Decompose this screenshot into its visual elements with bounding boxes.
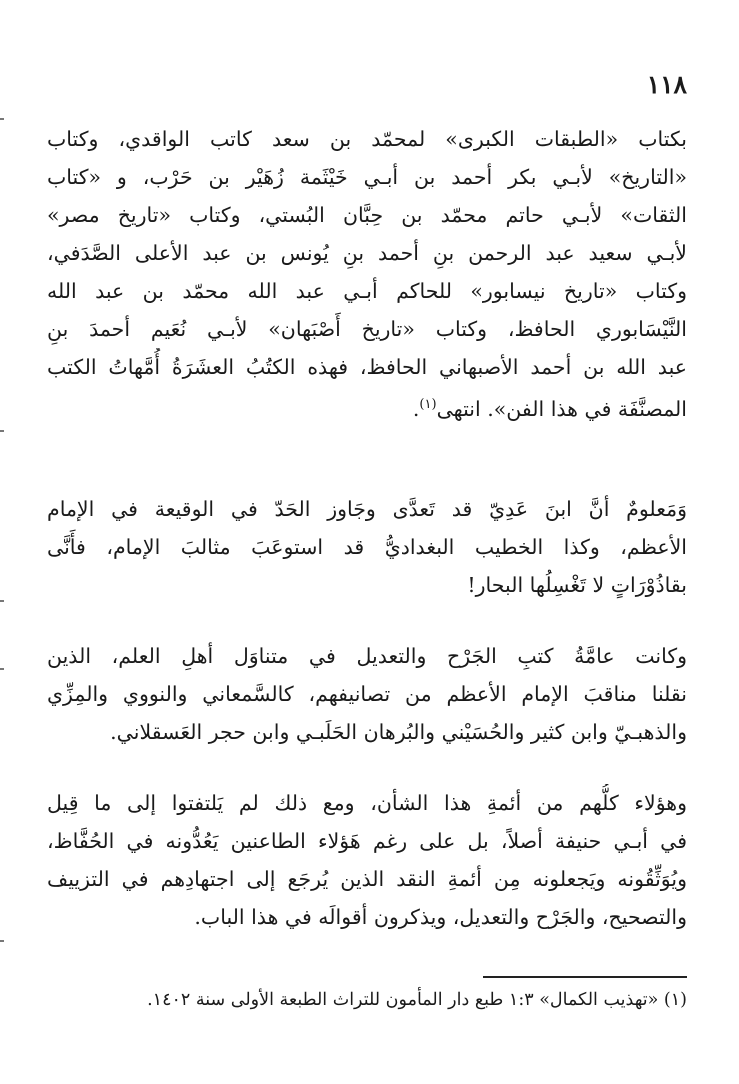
text-line-content: المصنَّفَة في هذا الفن». انتهى xyxy=(436,396,687,421)
margin-mark xyxy=(0,430,4,432)
paragraph-2 xyxy=(47,490,687,604)
footnote-divider xyxy=(483,976,687,978)
text-line: وَمَعلومٌ أنَّ ابنَ عَدِيّ قد تَعدَّى وجَاوز الحَدّ في الوقيعة في الإمام xyxy=(47,497,687,521)
text-line: الثقات» لأبـي حاتم محمّد بن حِبَّان البُستي، وكتاب «تاريخ مصر» xyxy=(47,203,687,227)
text-line: وكانت عامَّةُ كتبِ الجَرْح والتعديل في متناوَل أهلِ العلم، الذين xyxy=(47,644,687,668)
text-line: بكتاب «الطبقات الكبرى» لمحمّد بن سعد كاتب الواقدي، وكتاب xyxy=(47,127,687,151)
text-line: ويُوَثِّقُونه ويَجعلونه مِن أئمةِ النقد الذين يُرجَع إلى اجتهادِهم في التزييف xyxy=(47,867,687,891)
text-line: وكتاب «تاريخ نيسابور» للحاكم أبـي عبد الله محمّد بن عبد الله xyxy=(47,279,687,303)
paragraph-3 xyxy=(47,637,687,751)
period: . xyxy=(412,396,420,421)
text-line-with-footnote xyxy=(47,386,687,424)
text-line: عبد الله بن أحمد الأصبهاني الحافظ، فهذه الكتُبُ العشَرَةُ أُمَّهاتُ الكتب xyxy=(47,355,687,379)
paragraph-1 xyxy=(47,120,687,424)
text-line: الأعظم، وكذا الخطيب البغداديُّ قد استوعَبَ مثالبَ الإمام، فأَنَّى xyxy=(47,535,687,559)
text-line: بقاذُوْرَاتٍ لا تَغْسِلُها البحار! xyxy=(467,573,687,597)
text-line: «التاريخ» لأبـي بكر أحمد بن أبـي خَيْثَمة زُهَيْر بن حَرْب، و «كتاب xyxy=(47,165,687,189)
text-line: والذهبـيّ وابن كثير والحُسَيْني والبُرهان الحَلَبـي وابن حجر العَسقلاني. xyxy=(110,720,687,744)
margin-mark xyxy=(0,600,4,602)
margin-mark xyxy=(0,118,4,120)
text-line: لأبـي سعيد عبد الرحمن بنِ أحمد بنِ يُونس بن عبد الأعلى الصَّدَفي، xyxy=(47,241,687,265)
text-line: نقلنا مناقبَ الإمام الأعظم من تصانيفهم، كالسَّمعاني والنووي والمِزِّي xyxy=(47,682,687,706)
text-line: النَّيْسَابوري الحافظ، وكتاب «تاريخ أَصْبَهان» لأبـي نُعَيم أحمدَ بنِ xyxy=(47,317,687,341)
text-line: والتصحيح، والجَرْح والتعديل، ويذكرون أقوالَه في هذا الباب. xyxy=(194,905,687,929)
text-line: وهؤلاء كلُّهم من أئمةِ هذا الشأن، ومع ذلك لم يَلتفتوا إلى ما قِيل xyxy=(47,791,687,815)
text-line: في أبـي حنيفة أصلاً، بل على رغم هَؤلاء الطاعنين يَعُدُّونه في الحُفَّاظ، xyxy=(47,829,687,853)
page-number: ١١٨ xyxy=(646,70,687,99)
paragraph-4 xyxy=(47,784,687,936)
footnote: (١) «تهذيب الكمال» ١:٣ طبع دار المأمون للتراث الطبعة الأولى سنة ١٤٠٢. xyxy=(147,990,687,1010)
margin-mark xyxy=(0,668,4,670)
margin-mark xyxy=(0,940,4,942)
footnote-reference: (١) xyxy=(419,397,437,412)
